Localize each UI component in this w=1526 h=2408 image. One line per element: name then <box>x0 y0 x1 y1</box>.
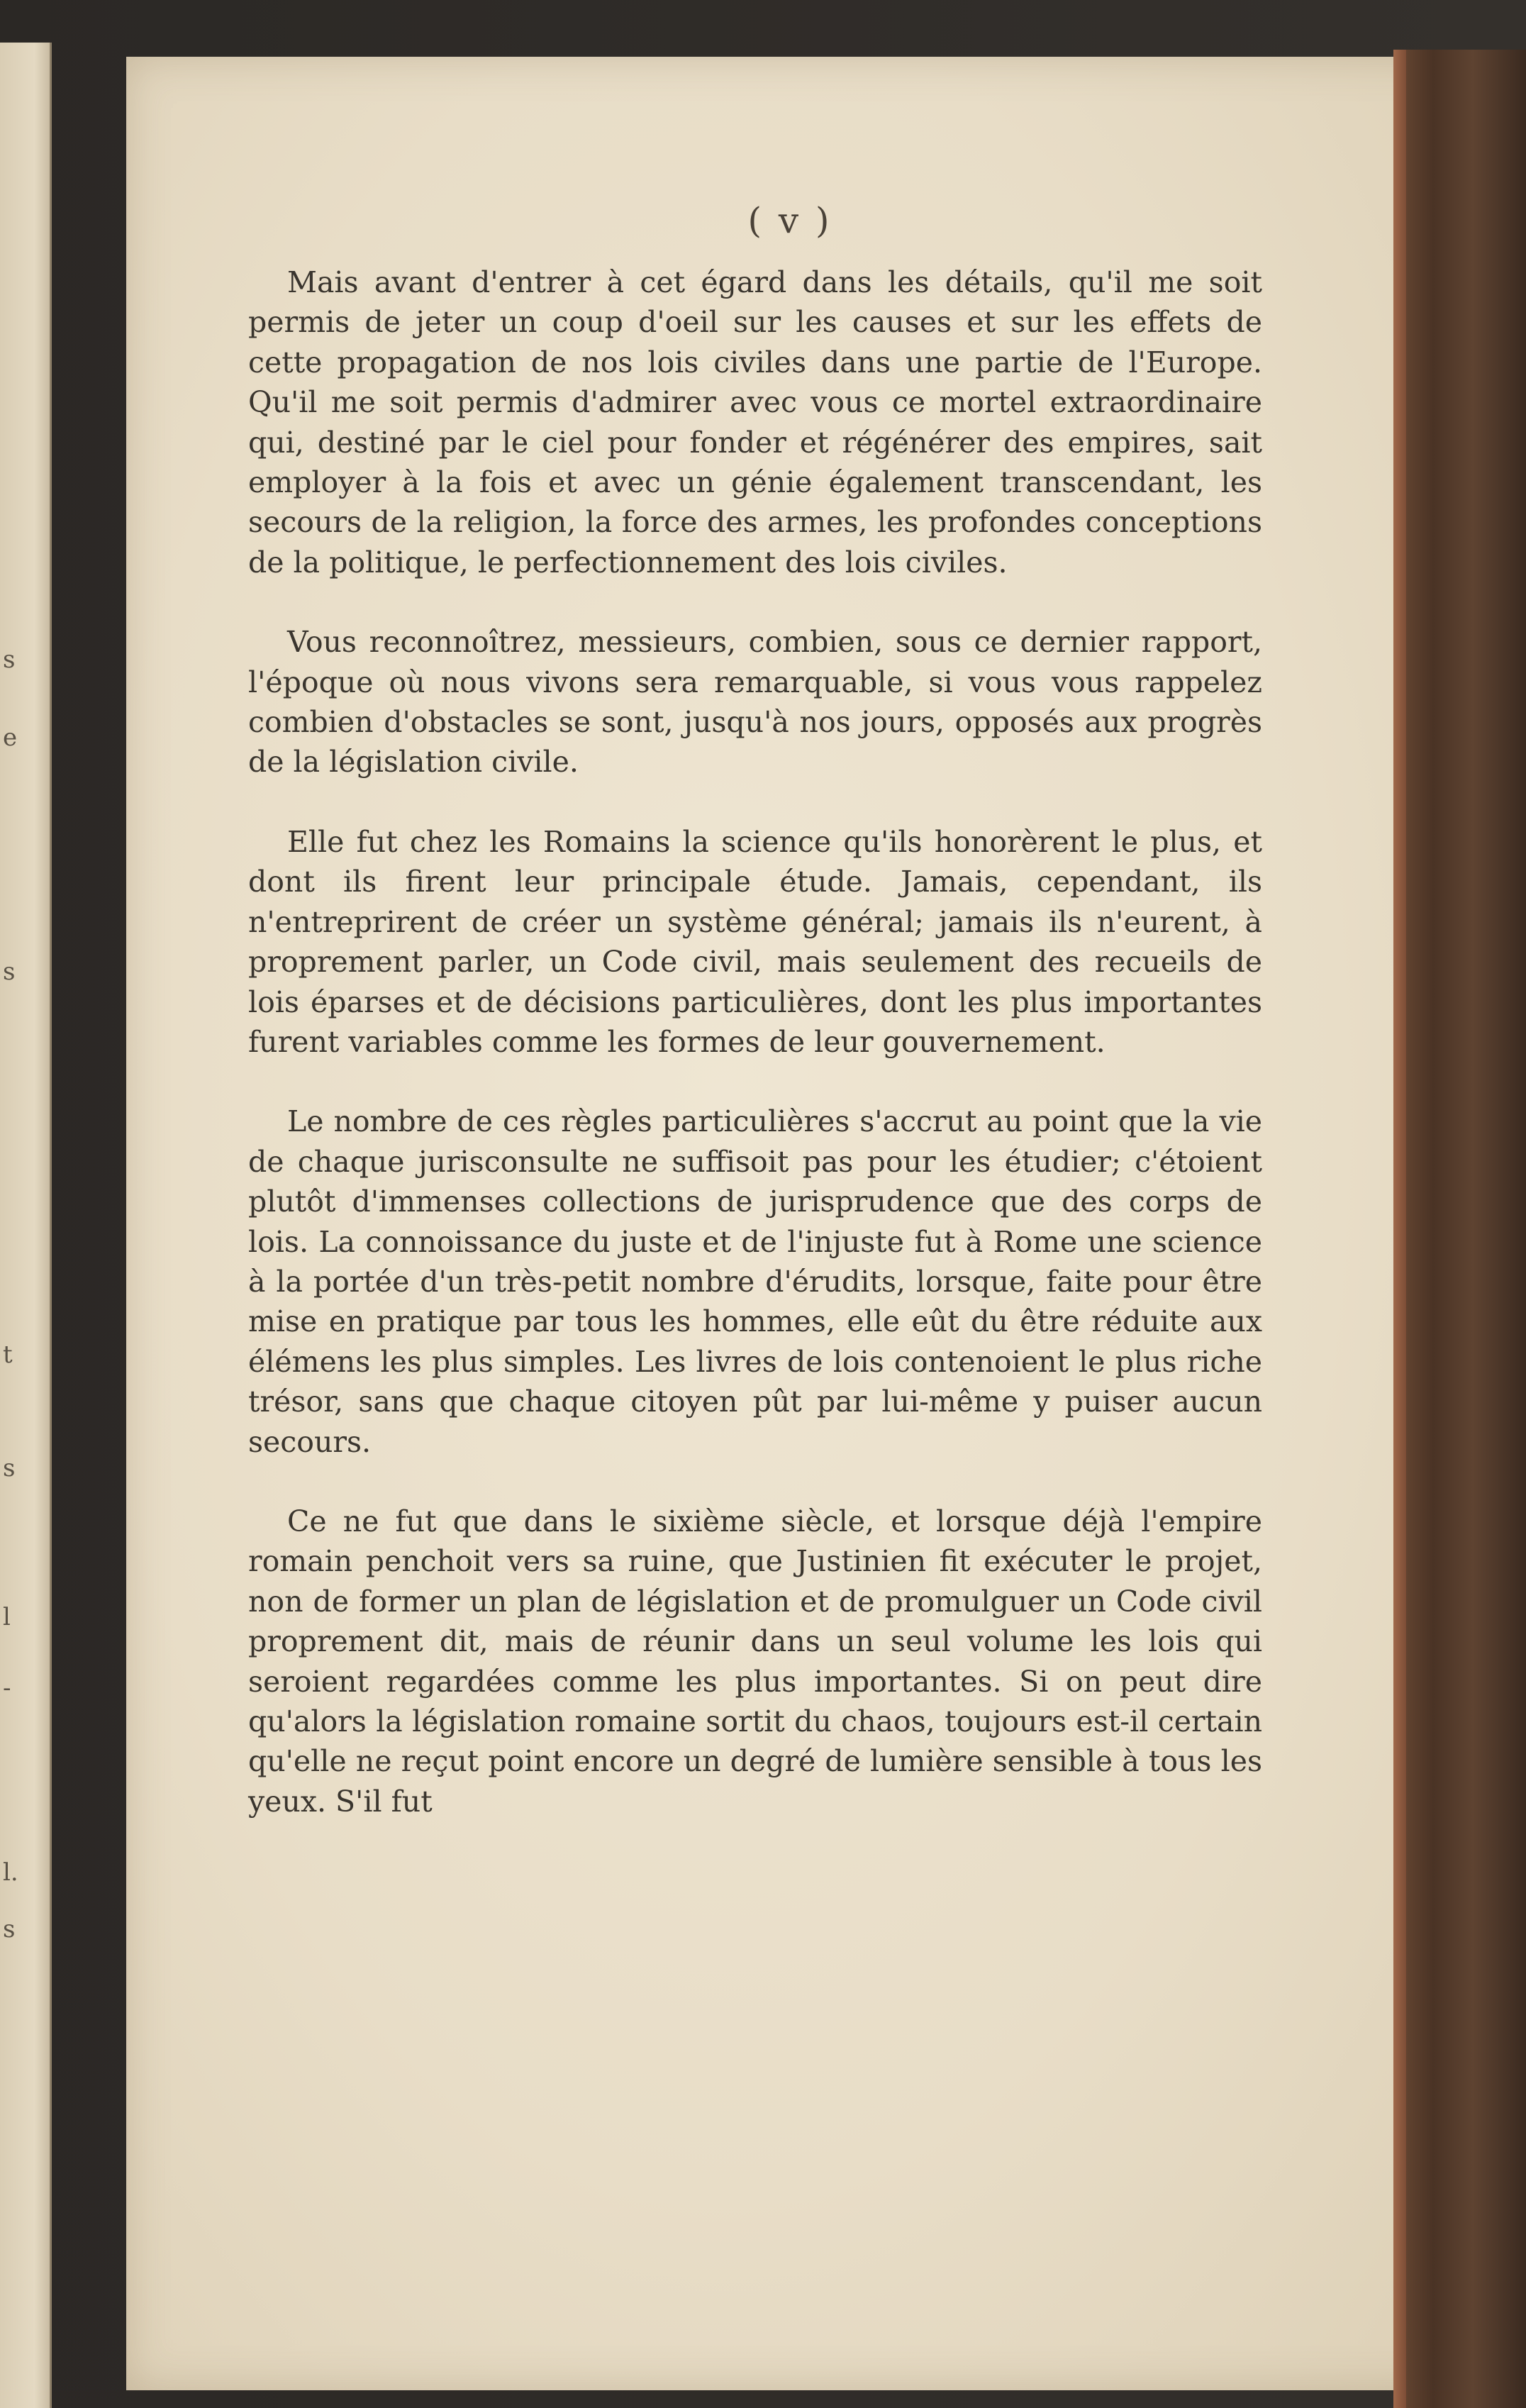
margin-char: s <box>3 958 16 986</box>
margin-char: s <box>3 1454 16 1482</box>
facing-page-edge <box>0 43 52 2408</box>
margin-char: l. <box>3 1858 18 1887</box>
body-text <box>248 262 1262 1821</box>
paragraph: Elle fut chez les Romains la science qu'ils honorèrent le plus, et dont ils firent leur principale étude. Jamais, cependant, ils n'entreprirent de créer un système général; jamais ils n'eurent, à proprement parler, un Code civil, mais seulement des recueils de lois éparses et de décisions particulières, dont les plus importantes furent variables comme les formes de leur gouvernement. <box>248 824 1262 1059</box>
margin-char: s <box>3 645 16 674</box>
paragraph: Ce ne fut que dans le sixième siècle, et lorsque déjà l'empire romain penchoit vers sa ruine, que Justinien fit exécuter le projet, non de former un plan de législation et de promulguer un Code civil proprement dit, mais de réunir dans un seul volume les lois qui seroient regardées comme les plus importantes. Si on peut dire qu'alors la législation romaine sortit du chaos, toujours est-il certain qu'elle ne reçut point encore un degré de lumière sensible à tous les yeux. S'il fut <box>248 1504 1262 1819</box>
margin-char: t <box>3 1341 13 1369</box>
paragraph: Le nombre de ces règles particulières s'accrut au point que la vie de chaque jurisconsulte ne suffisoit pas pour les étudier; c'étoient plutôt d'immenses collections de jurisprudence que des corps de lois. La connoissance du juste et de l'injuste fut à Rome une science à la portée d'un très-petit nombre d'érudits, lorsque, faite pour être mise en pratique par tous les hommes, elle eût du être réduite aux élémens les plus simples. Les livres de lois contenoient le plus riche trésor, sans que chaque citoyen pût par lui-même y puiser aucun secours. <box>248 1104 1262 1459</box>
margin-char: - <box>3 1674 11 1702</box>
book-binding <box>1393 50 1526 2408</box>
paragraph: Mais avant d'entrer à cet égard dans les détails, qu'il me soit permis de jeter un coup d'oeil sur les causes et sur les effets de cette propagation de nos lois civiles dans une partie de l'Europe. Qu'il me soit permis d'admirer avec vous ce mortel extraordinaire qui, destiné par le ciel pour fonder et régénérer des empires, sait employer à la fois et avec un génie également transcendant, les secours de la religion, la force des armes, les profondes conceptions de la politique, le perfectionnement des lois civiles. <box>248 265 1262 579</box>
margin-char: l <box>3 1603 11 1631</box>
paragraph: Vous reconnoîtrez, messieurs, combien, sous ce dernier rapport, l'époque où nous vivons sera remarquable, si vous vous rappelez combien d'obstacles se sont, jusqu'à nos jours, opposés aux progrès de la législation civile. <box>248 625 1262 779</box>
page-number: ( v ) <box>747 200 832 241</box>
margin-char: s <box>3 1915 16 1943</box>
margin-char: e <box>3 723 18 752</box>
